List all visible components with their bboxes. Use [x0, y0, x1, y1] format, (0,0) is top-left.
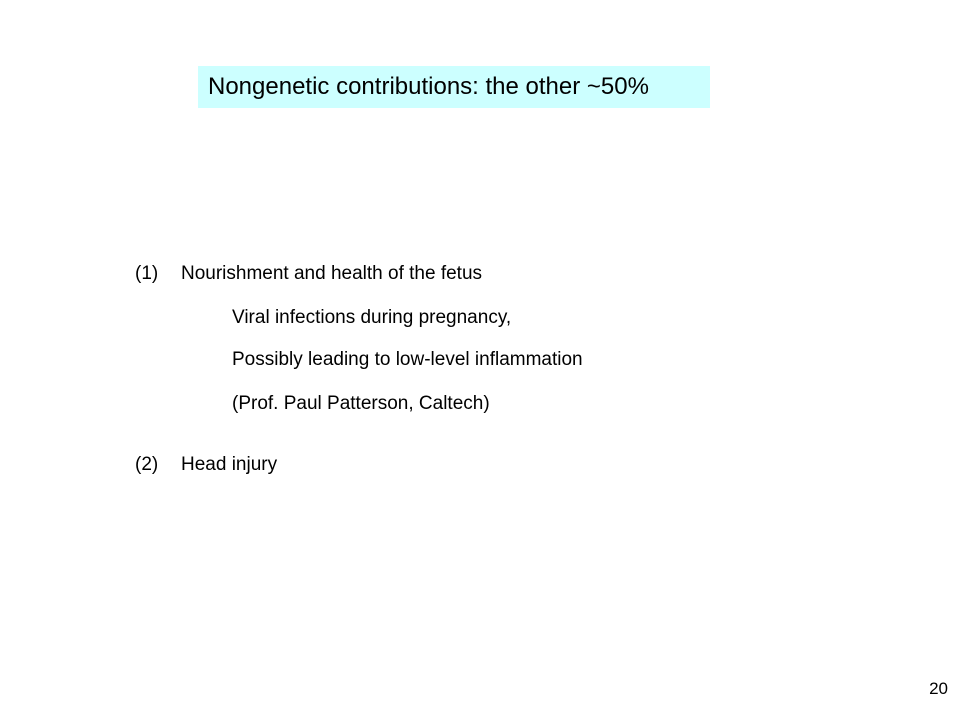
- list-item-1-detail-1: Viral infections during pregnancy,: [232, 307, 512, 328]
- slide-title: Nongenetic contributions: the other ~50%: [198, 66, 710, 108]
- list-item-2-text: Head injury: [181, 454, 278, 475]
- list-item-2-number: (2): [135, 454, 159, 475]
- page-number: 20: [929, 679, 948, 698]
- list-item-1: [135, 262, 482, 286]
- list-item-1-detail-3: (Prof. Paul Patterson, Caltech): [232, 393, 490, 414]
- list-item-1-detail-2: Possibly leading to low-level inflammation: [232, 349, 583, 370]
- list-item-1-text: Nourishment and health of the fetus: [181, 263, 483, 284]
- list-item-1-number: (1): [135, 263, 159, 284]
- list-item-2: [135, 453, 277, 477]
